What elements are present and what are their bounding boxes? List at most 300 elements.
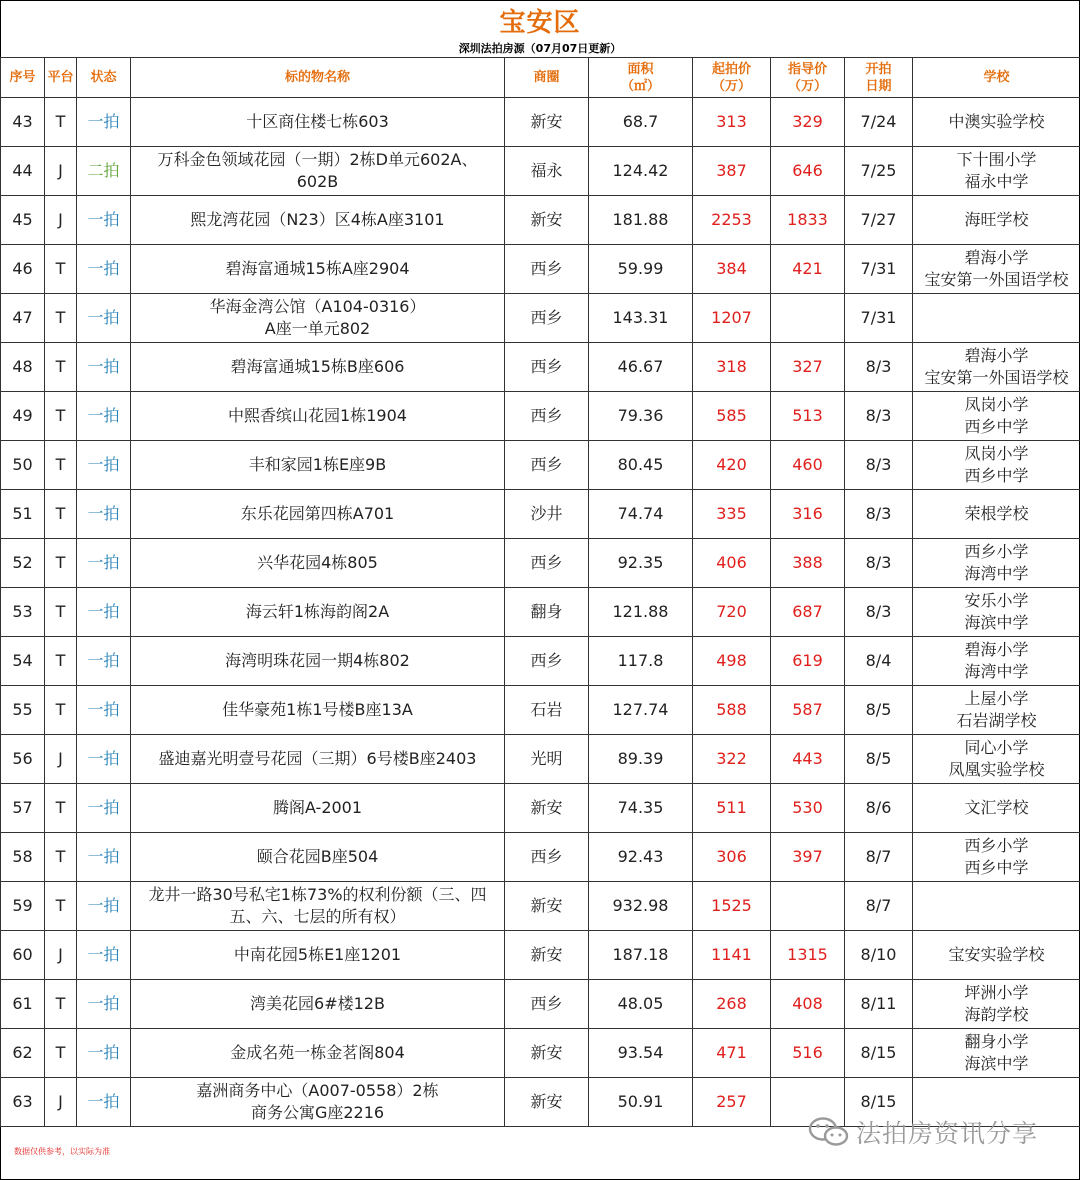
cell-guide-price: 1833 (771, 196, 845, 245)
cell-platform: J (45, 196, 77, 245)
cell-name-line: 中熙香缤山花园1栋1904 (228, 406, 407, 425)
header-date-line2: 日期 (865, 78, 892, 94)
cell-name (131, 245, 505, 294)
cell-school-line: 坪洲小学 (964, 983, 1029, 1002)
cell-seq: 58 (1, 833, 45, 882)
cell-school (913, 833, 1080, 882)
watermark (808, 1114, 1038, 1150)
page-subtitle: 深圳法拍房源（07月07日更新） (458, 42, 622, 55)
cell-start-price: 335 (693, 490, 771, 539)
cell-start-price: 268 (693, 980, 771, 1029)
cell-name-line: 东乐花园第四栋A701 (240, 504, 395, 523)
cell-platform: J (45, 147, 77, 196)
cell-size: 117.8 (589, 637, 693, 686)
cell-name-line: 碧海富通城15栋A座2904 (225, 259, 410, 278)
cell-school-line: 碧海小学 (964, 640, 1029, 659)
header-zone: 商圈 (505, 58, 589, 98)
cell-date: 7/31 (845, 245, 913, 294)
cell-start-price: 588 (693, 686, 771, 735)
table-row (1, 392, 1080, 441)
table-row (1, 686, 1080, 735)
cell-name (131, 1029, 505, 1078)
cell-size: 92.35 (589, 539, 693, 588)
cell-date: 8/4 (845, 637, 913, 686)
cell-date: 8/6 (845, 784, 913, 833)
cell-name-line: 丰和家园1栋E座9B (248, 455, 387, 474)
cell-school-line: 西乡中学 (964, 858, 1029, 877)
cell-school (913, 1029, 1080, 1078)
cell-school-line: 凤岗小学 (964, 444, 1029, 463)
cell-guide-price: 587 (771, 686, 845, 735)
cell-zone: 新安 (505, 1029, 589, 1078)
cell-status: 一拍 (77, 637, 131, 686)
cell-size: 79.36 (589, 392, 693, 441)
cell-start-price: 384 (693, 245, 771, 294)
cell-date: 8/3 (845, 441, 913, 490)
cell-school-line: 安乐小学 (964, 591, 1029, 610)
cell-school-line: 下十围小学 (956, 150, 1037, 169)
cell-guide-price: 443 (771, 735, 845, 784)
cell-school-line: 碧海小学 (964, 346, 1029, 365)
table-row (1, 539, 1080, 588)
cell-size: 92.43 (589, 833, 693, 882)
cell-seq: 60 (1, 931, 45, 980)
cell-size: 74.74 (589, 490, 693, 539)
cell-status: 一拍 (77, 882, 131, 931)
cell-status: 一拍 (77, 245, 131, 294)
page-title: 宝安区 (499, 8, 581, 38)
cell-guide-price: 408 (771, 980, 845, 1029)
cell-school-line: 海旺学校 (964, 210, 1029, 229)
cell-zone: 西乡 (505, 392, 589, 441)
cell-date: 8/15 (845, 1078, 913, 1127)
cell-guide-price: 329 (771, 98, 845, 147)
table-row (1, 490, 1080, 539)
cell-school (913, 441, 1080, 490)
cell-school (913, 294, 1080, 343)
cell-school (913, 98, 1080, 147)
cell-size: 93.54 (589, 1029, 693, 1078)
cell-name (131, 1078, 505, 1127)
table-row (1, 833, 1080, 882)
cell-school-line: 宝安第一外国语学校 (924, 270, 1069, 289)
cell-name-line: 海湾明珠花园一期4栋802 (225, 651, 410, 670)
cell-school (913, 392, 1080, 441)
cell-seq: 48 (1, 343, 45, 392)
cell-school-line: 西乡中学 (964, 466, 1029, 485)
cell-school-line: 中澳实验学校 (948, 112, 1045, 131)
property-table (0, 57, 1080, 1127)
cell-name (131, 98, 505, 147)
cell-guide-price: 1315 (771, 931, 845, 980)
cell-status: 二拍 (77, 147, 131, 196)
cell-name (131, 196, 505, 245)
cell-size: 121.88 (589, 588, 693, 637)
cell-school (913, 735, 1080, 784)
table-row (1, 294, 1080, 343)
cell-platform: J (45, 735, 77, 784)
cell-start-price: 387 (693, 147, 771, 196)
cell-zone: 福永 (505, 147, 589, 196)
cell-seq: 46 (1, 245, 45, 294)
cell-seq: 44 (1, 147, 45, 196)
cell-name (131, 637, 505, 686)
cell-guide-price: 388 (771, 539, 845, 588)
cell-platform: T (45, 539, 77, 588)
cell-name-line: 602B (296, 172, 339, 191)
cell-date: 8/3 (845, 588, 913, 637)
cell-start-price: 1207 (693, 294, 771, 343)
cell-start-price: 318 (693, 343, 771, 392)
cell-school-line: 福永中学 (964, 172, 1029, 191)
cell-size: 181.88 (589, 196, 693, 245)
cell-seq: 45 (1, 196, 45, 245)
cell-name-line: 颐合花园B座504 (256, 847, 379, 866)
header-start-price-line: 起拍价 (711, 61, 751, 77)
cell-status: 一拍 (77, 686, 131, 735)
cell-zone: 西乡 (505, 833, 589, 882)
cell-name (131, 588, 505, 637)
cell-size: 46.67 (589, 343, 693, 392)
cell-guide-price: 619 (771, 637, 845, 686)
cell-status: 一拍 (77, 735, 131, 784)
cell-seq: 55 (1, 686, 45, 735)
cell-name (131, 490, 505, 539)
cell-zone: 西乡 (505, 294, 589, 343)
cell-seq: 54 (1, 637, 45, 686)
cell-zone: 西乡 (505, 441, 589, 490)
cell-date: 7/24 (845, 98, 913, 147)
cell-start-price: 322 (693, 735, 771, 784)
cell-school-line: 海滨中学 (964, 613, 1029, 632)
cell-zone: 光明 (505, 735, 589, 784)
cell-date: 8/5 (845, 686, 913, 735)
cell-guide-price (771, 294, 845, 343)
cell-name-line: 华海金湾公馆（A104-0316） (209, 297, 426, 316)
cell-size: 187.18 (589, 931, 693, 980)
cell-status: 一拍 (77, 294, 131, 343)
cell-start-price: 2253 (693, 196, 771, 245)
cell-seq: 50 (1, 441, 45, 490)
header-guide-price-line: 指导价 (787, 61, 827, 77)
cell-date: 8/10 (845, 931, 913, 980)
cell-platform: T (45, 98, 77, 147)
table-row (1, 196, 1080, 245)
cell-school-line: 西乡中学 (964, 417, 1029, 436)
cell-name-line: 熙龙湾花园（N23）区4栋A座3101 (190, 210, 445, 229)
cell-guide-price: 513 (771, 392, 845, 441)
cell-school-line: 碧海小学 (964, 248, 1029, 267)
cell-school (913, 147, 1080, 196)
table-row (1, 1029, 1080, 1078)
cell-name (131, 833, 505, 882)
cell-name (131, 343, 505, 392)
cell-school (913, 490, 1080, 539)
cell-status: 一拍 (77, 1078, 131, 1127)
cell-school (913, 343, 1080, 392)
cell-zone: 西乡 (505, 637, 589, 686)
cell-guide-price: 421 (771, 245, 845, 294)
cell-start-price: 420 (693, 441, 771, 490)
cell-platform: T (45, 588, 77, 637)
cell-status: 一拍 (77, 441, 131, 490)
cell-seq: 51 (1, 490, 45, 539)
cell-guide-price: 327 (771, 343, 845, 392)
cell-zone: 西乡 (505, 980, 589, 1029)
cell-zone: 新安 (505, 196, 589, 245)
cell-date: 8/11 (845, 980, 913, 1029)
cell-status: 一拍 (77, 784, 131, 833)
cell-guide-price: 516 (771, 1029, 845, 1078)
cell-status: 一拍 (77, 833, 131, 882)
cell-school-line: 宝安实验学校 (948, 945, 1045, 964)
cell-zone: 西乡 (505, 245, 589, 294)
cell-start-price: 406 (693, 539, 771, 588)
header-guide-price-unit: （万） (787, 78, 827, 94)
cell-platform: T (45, 392, 77, 441)
cell-seq: 62 (1, 1029, 45, 1078)
cell-start-price: 306 (693, 833, 771, 882)
cell-start-price: 1141 (693, 931, 771, 980)
cell-seq: 57 (1, 784, 45, 833)
cell-school (913, 784, 1080, 833)
cell-school (913, 637, 1080, 686)
cell-size: 48.05 (589, 980, 693, 1029)
header-start-price-unit: （万） (711, 78, 751, 94)
cell-start-price: 1525 (693, 882, 771, 931)
cell-name-line: 龙井一路30号私宅1栋73%的权利份额（三、四 (148, 885, 487, 904)
cell-size: 50.91 (589, 1078, 693, 1127)
cell-school-line: 海滨中学 (964, 1054, 1029, 1073)
cell-name-line: 十区商住楼七栋603 (246, 112, 389, 131)
cell-start-price: 585 (693, 392, 771, 441)
cell-status: 一拍 (77, 931, 131, 980)
cell-platform: T (45, 980, 77, 1029)
header-size (589, 58, 693, 98)
cell-date: 7/31 (845, 294, 913, 343)
cell-school-line: 凤凰实验学校 (948, 760, 1045, 779)
cell-name-line: A座一单元802 (264, 319, 371, 338)
cell-start-price: 720 (693, 588, 771, 637)
cell-date: 7/27 (845, 196, 913, 245)
cell-start-price: 313 (693, 98, 771, 147)
cell-seq: 53 (1, 588, 45, 637)
cell-status: 一拍 (77, 196, 131, 245)
cell-name (131, 392, 505, 441)
cell-date: 8/7 (845, 882, 913, 931)
cell-zone: 新安 (505, 1078, 589, 1127)
cell-status: 一拍 (77, 980, 131, 1029)
cell-school (913, 196, 1080, 245)
cell-platform: J (45, 1078, 77, 1127)
cell-seq: 56 (1, 735, 45, 784)
cell-name (131, 441, 505, 490)
cell-guide-price: 646 (771, 147, 845, 196)
cell-school-line: 文汇学校 (964, 798, 1029, 817)
cell-platform: T (45, 637, 77, 686)
cell-name-line: 五、六、七层的所有权） (229, 907, 406, 926)
cell-school-line: 石岩湖学校 (956, 711, 1037, 730)
cell-start-price: 511 (693, 784, 771, 833)
cell-name-line: 海云轩1栋海韵阁2A (245, 602, 390, 621)
cell-seq: 63 (1, 1078, 45, 1127)
cell-name-line: 佳华豪苑1栋1号楼B座13A (222, 700, 413, 719)
cell-date: 8/5 (845, 735, 913, 784)
cell-guide-price: 530 (771, 784, 845, 833)
table-row (1, 980, 1080, 1029)
cell-zone: 西乡 (505, 343, 589, 392)
header-size-line: 面积 (627, 61, 654, 77)
cell-name-line: 中南花园5栋E1座1201 (233, 945, 402, 964)
cell-name-line: 金成名苑一栋金茗阁804 (230, 1043, 405, 1062)
cell-date: 8/15 (845, 1029, 913, 1078)
header-date-line: 开拍 (865, 61, 892, 77)
cell-status: 一拍 (77, 392, 131, 441)
cell-school-line: 凤岗小学 (964, 395, 1029, 414)
cell-zone: 翻身 (505, 588, 589, 637)
table-row (1, 343, 1080, 392)
cell-guide-price: 316 (771, 490, 845, 539)
cell-name-line: 兴华花园4栋805 (257, 553, 378, 572)
cell-platform: T (45, 343, 77, 392)
cell-zone: 沙井 (505, 490, 589, 539)
cell-start-price: 471 (693, 1029, 771, 1078)
cell-guide-price (771, 882, 845, 931)
cell-status: 一拍 (77, 539, 131, 588)
table-row (1, 931, 1080, 980)
cell-name-line: 商务公寓G座2216 (250, 1103, 385, 1122)
cell-school-line: 西乡小学 (964, 836, 1029, 855)
cell-status: 一拍 (77, 343, 131, 392)
cell-status: 一拍 (77, 1029, 131, 1078)
cell-guide-price: 460 (771, 441, 845, 490)
cell-name (131, 784, 505, 833)
cell-zone: 西乡 (505, 539, 589, 588)
cell-status: 一拍 (77, 588, 131, 637)
header-status: 状态 (77, 58, 131, 98)
cell-school (913, 686, 1080, 735)
cell-size: 124.42 (589, 147, 693, 196)
cell-guide-price: 397 (771, 833, 845, 882)
cell-status: 一拍 (77, 490, 131, 539)
cell-name-line: 万科金色领域花园（一期）2栋D单元602A、 (157, 150, 478, 169)
cell-date: 8/3 (845, 490, 913, 539)
cell-school-line: 海湾中学 (964, 564, 1029, 583)
cell-platform: T (45, 686, 77, 735)
header-school: 学校 (913, 58, 1080, 98)
table-row (1, 588, 1080, 637)
cell-seq: 61 (1, 980, 45, 1029)
cell-name (131, 980, 505, 1029)
header-name: 标的物名称 (131, 58, 505, 98)
cell-platform: T (45, 1029, 77, 1078)
cell-date: 8/7 (845, 833, 913, 882)
cell-size: 74.35 (589, 784, 693, 833)
cell-school (913, 245, 1080, 294)
cell-seq: 43 (1, 98, 45, 147)
cell-name (131, 931, 505, 980)
cell-platform: T (45, 294, 77, 343)
cell-school-line: 荣根学校 (964, 504, 1029, 523)
cell-size: 59.99 (589, 245, 693, 294)
header-seq: 序号 (1, 58, 45, 98)
cell-school-line: 翻身小学 (964, 1032, 1029, 1051)
cell-name-line: 湾美花园6#楼12B (250, 994, 385, 1013)
cell-name (131, 882, 505, 931)
cell-size: 68.7 (589, 98, 693, 147)
cell-size: 80.45 (589, 441, 693, 490)
cell-zone: 新安 (505, 98, 589, 147)
cell-zone: 新安 (505, 931, 589, 980)
cell-school (913, 882, 1080, 931)
table-row (1, 98, 1080, 147)
table-row (1, 245, 1080, 294)
cell-platform: T (45, 441, 77, 490)
table-body (1, 98, 1080, 1127)
cell-seq: 59 (1, 882, 45, 931)
cell-school (913, 588, 1080, 637)
cell-date: 8/3 (845, 392, 913, 441)
cell-name-line: 嘉洲商务中心（A007-0558）2栋 (196, 1081, 439, 1100)
table-row (1, 441, 1080, 490)
cell-name (131, 147, 505, 196)
cell-name (131, 294, 505, 343)
cell-school (913, 539, 1080, 588)
table-row (1, 735, 1080, 784)
cell-date: 8/3 (845, 343, 913, 392)
header-platform: 平台 (45, 58, 77, 98)
cell-size: 127.74 (589, 686, 693, 735)
cell-school-line: 海韵学校 (964, 1005, 1029, 1024)
header-date (845, 58, 913, 98)
cell-guide-price: 687 (771, 588, 845, 637)
cell-school (913, 980, 1080, 1029)
cell-start-price: 257 (693, 1078, 771, 1127)
cell-seq: 49 (1, 392, 45, 441)
table-header-row (1, 58, 1080, 98)
cell-school-line: 海湾中学 (964, 662, 1029, 681)
cell-name (131, 539, 505, 588)
cell-size: 932.98 (589, 882, 693, 931)
cell-date: 8/3 (845, 539, 913, 588)
header-start-price (693, 58, 771, 98)
cell-zone: 新安 (505, 784, 589, 833)
cell-size: 89.39 (589, 735, 693, 784)
table-row (1, 637, 1080, 686)
cell-school (913, 931, 1080, 980)
wechat-icon (808, 1116, 850, 1148)
cell-zone: 新安 (505, 882, 589, 931)
cell-platform: T (45, 784, 77, 833)
cell-school-line: 宝安第一外国语学校 (924, 368, 1069, 387)
cell-platform: J (45, 931, 77, 980)
watermark-text: 法拍房资讯分享 (856, 1119, 1039, 1148)
cell-status: 一拍 (77, 98, 131, 147)
cell-seq: 52 (1, 539, 45, 588)
cell-start-price: 498 (693, 637, 771, 686)
cell-name (131, 686, 505, 735)
cell-name-line: 腾阁A-2001 (272, 798, 363, 817)
cell-name (131, 735, 505, 784)
cell-platform: T (45, 490, 77, 539)
cell-school-line: 上屋小学 (964, 689, 1029, 708)
header-size-unit: （㎡） (620, 78, 660, 94)
cell-platform: T (45, 882, 77, 931)
cell-school-line: 同心小学 (964, 738, 1029, 757)
table-row (1, 147, 1080, 196)
header-guide-price (771, 58, 845, 98)
cell-school-line: 西乡小学 (964, 542, 1029, 561)
